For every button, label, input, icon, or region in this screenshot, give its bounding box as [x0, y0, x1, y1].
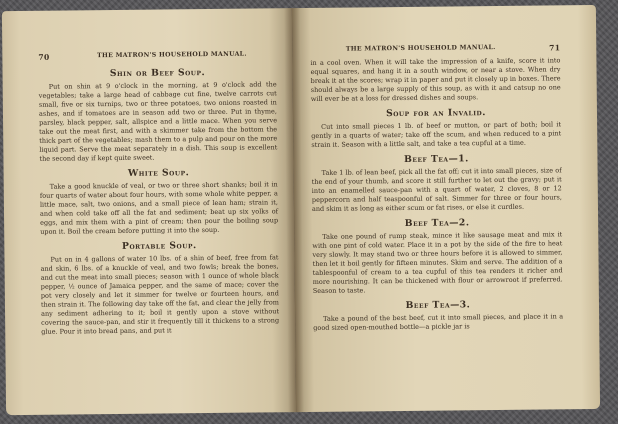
recipe-text: Take 1 lb. of lean beef, pick all the fat off; cut it into small pieces, size of the end of your thumb, and score it still further to let out the gravy; put it into an enamelled sauce-pan with a quart of water, 2 cloves, 8 or 12 peppercorn and half teaspoonful of salt. Simmer for three or four hours, and skim it as long as either scum or fat rises, or else it curdles.	[311, 166, 562, 213]
recipe-text: Put on shin at 9 o'clock in the morning, at 9 o'clock add the vegetables; take a large head of cabbage cut fine, twelve carrots cut small, five or six turnips, two or three potatoes, two onions roasted in ashes, and if tomatoes are in season add two or three. Put in thyme, parsley, black pepper, salt, allspice and a little mace. When you serve take out the meat first, and with a skimmer take from the bottom the thick part of the vegetables; mash them to a pulp and pour on the more liquid part. Serve the meat separately in a dish. This soup is excellent the second day if kept quite sweet.	[38, 80, 278, 163]
right-page-number: 71	[549, 43, 561, 53]
recipe-title: Shin or Beef Soup.	[109, 67, 206, 80]
recipe-title: Soup for an Invalid.	[385, 107, 486, 120]
right-running-title: THE MATRON'S HOUSEHOLD MANUAL.	[345, 44, 496, 53]
recipe-text: Take one pound of rump steak, mince it like sausage meat and mix it with one pint of cold water. Place it in a pot by the side of the fire to heat very slowly. It may stand two or three hours before it is allowed to simmer, then let it boil gently for fifteen minutes. Skim and serve. The addition of a tablespoonful of cream to a tea cupful of this tea renders it richer and more nourishing. It can be thickened with flour or arrowroot if preferred. Season to taste.	[312, 230, 563, 295]
recipe-title: Beef Tea—3.	[405, 299, 471, 311]
right-page-content	[310, 56, 563, 338]
recipe-text: Take a pound of the best beef, cut it into small pieces, and place it in a good sized open-mouthed bottle—a pickle jar is	[313, 312, 564, 332]
recipe-text: Cut into small pieces 1 lb. of beef or mutton, or part of both; boil it gently in a quarts of water; take off the scum, and when reduced to a pint strain it. Season with a little salt, and take a tea cupful at a time.	[311, 120, 562, 149]
left-page-content	[38, 66, 279, 341]
recipe-title: White Soup.	[127, 167, 190, 179]
recipe-text: Take a good knuckle of veal, or two or three short shanks; boil it in four quarts of water about four hours, with some whole white pepper, a little mace, salt, two onions, and a small piece of lean ham; strain it, and when cold take off all the fat and sediment; beat up six yolks of eggs, and mix them with a pint of cream; then pour the boiling soup upon it. Boil the cream before putting it into the soup.	[39, 180, 279, 236]
recipe-title: Beef Tea—2.	[404, 217, 470, 229]
left-page-number: 70	[38, 52, 50, 62]
left-running-head	[38, 50, 276, 61]
right-running-head	[310, 43, 560, 55]
left-running-title: THE MATRON'S HOUSEHOLD MANUAL.	[97, 50, 247, 60]
recipe-title: Portable Soup.	[121, 240, 197, 252]
left-page	[2, 8, 296, 415]
right-page	[292, 5, 600, 412]
continued-text: in a cool oven. When it will take the impression of a knife, score it into equal squares, and hang it in a south window, or near a stove. When dry break it at the scores; wrap it in paper and put it closely up in boxes. There should always be a large supply of this soup, as with it and catsup no one will ever be at a loss for dressed dishes and soups.	[310, 56, 561, 103]
recipe-title: Beef Tea—1.	[404, 153, 469, 165]
recipe-text: Put on in 4 gallons of water 10 lbs. of a shin of beef, free from fat and skin, 6 lbs. of a knuckle of veal, and two fowls; break the bones, and cut the meat into small pieces; season with 1 ounce of whole black pepper, ½ ounce of Jamaica pepper, and the same of mace; cover the pot very closely and let it simmer for twelve or fourteen hours, and then strain it. The following day take off the fat, and clear the jelly from any sediment adhering to it; boil it gently upon a stove without covering the sauce-pan, and stir it frequently till it thickens to a strong glue. Pour it into bread pans, and put it	[40, 253, 280, 336]
